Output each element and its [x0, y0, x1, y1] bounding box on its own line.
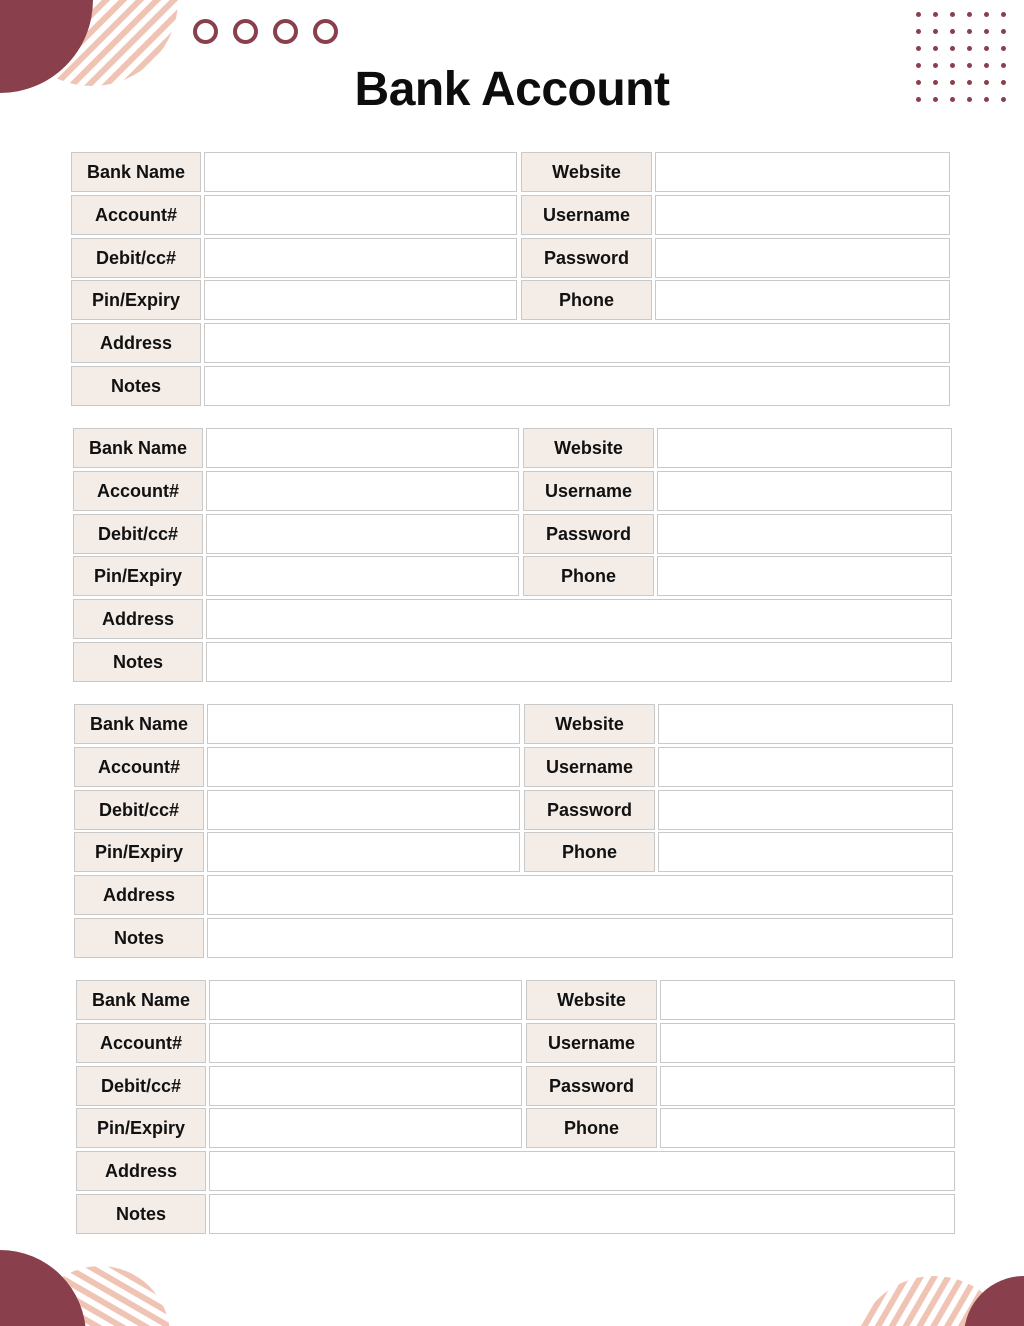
debit-label: Debit/cc#	[74, 790, 204, 830]
username-field[interactable]	[657, 471, 952, 511]
ring-icon	[273, 19, 298, 44]
address-label: Address	[73, 599, 203, 639]
notes-label: Notes	[73, 642, 203, 682]
password-field[interactable]	[657, 514, 952, 554]
address-field[interactable]	[204, 323, 950, 363]
notes-field[interactable]	[204, 366, 950, 406]
address-label: Address	[76, 1151, 206, 1191]
phone-field[interactable]	[658, 832, 953, 872]
pin-field[interactable]	[207, 832, 520, 872]
bottom-right-decoration	[824, 1246, 1024, 1326]
dot-icon	[916, 46, 921, 51]
bank-account-block	[76, 980, 956, 1236]
notes-label: Notes	[71, 366, 201, 406]
dot-icon	[967, 29, 972, 34]
ring-icon	[193, 19, 218, 44]
ring-icon	[313, 19, 338, 44]
account-label: Account#	[76, 1023, 206, 1063]
username-label: Username	[524, 747, 655, 787]
dot-icon	[967, 46, 972, 51]
dot-icon	[984, 29, 989, 34]
bank-name-label: Bank Name	[76, 980, 206, 1020]
bank-name-field[interactable]	[209, 980, 522, 1020]
bank-name-field[interactable]	[206, 428, 519, 468]
notes-label: Notes	[74, 918, 204, 958]
page-title: Bank Account	[354, 63, 670, 116]
ring-icon	[233, 19, 258, 44]
dot-icon	[1001, 12, 1006, 17]
dot-icon	[984, 12, 989, 17]
account-label: Account#	[71, 195, 201, 235]
password-field[interactable]	[655, 238, 950, 278]
phone-label: Phone	[523, 556, 654, 596]
website-field[interactable]	[657, 428, 952, 468]
password-label: Password	[521, 238, 652, 278]
website-label: Website	[523, 428, 654, 468]
dot-icon	[1001, 46, 1006, 51]
website-label: Website	[521, 152, 652, 192]
pin-label: Pin/Expiry	[74, 832, 204, 872]
website-field[interactable]	[660, 980, 955, 1020]
dot-icon	[1001, 29, 1006, 34]
address-label: Address	[74, 875, 204, 915]
dot-icon	[933, 29, 938, 34]
username-field[interactable]	[658, 747, 953, 787]
bank-name-label: Bank Name	[73, 428, 203, 468]
website-label: Website	[524, 704, 655, 744]
dot-icon	[950, 29, 955, 34]
debit-field[interactable]	[209, 1066, 522, 1106]
pin-label: Pin/Expiry	[71, 280, 201, 320]
debit-field[interactable]	[204, 238, 517, 278]
phone-field[interactable]	[655, 280, 950, 320]
phone-label: Phone	[526, 1108, 657, 1148]
bank-account-block	[71, 152, 951, 408]
pin-label: Pin/Expiry	[73, 556, 203, 596]
notes-label: Notes	[76, 1194, 206, 1234]
pin-label: Pin/Expiry	[76, 1108, 206, 1148]
username-field[interactable]	[660, 1023, 955, 1063]
address-field[interactable]	[209, 1151, 955, 1191]
password-field[interactable]	[660, 1066, 955, 1106]
phone-label: Phone	[524, 832, 655, 872]
bank-name-label: Bank Name	[74, 704, 204, 744]
phone-field[interactable]	[657, 556, 952, 596]
bottom-left-decoration	[0, 1246, 200, 1326]
account-field[interactable]	[209, 1023, 522, 1063]
password-label: Password	[526, 1066, 657, 1106]
address-field[interactable]	[206, 599, 952, 639]
dot-icon	[950, 46, 955, 51]
dot-icon	[984, 46, 989, 51]
debit-field[interactable]	[206, 514, 519, 554]
password-label: Password	[523, 514, 654, 554]
account-field[interactable]	[204, 195, 517, 235]
username-field[interactable]	[655, 195, 950, 235]
username-label: Username	[523, 471, 654, 511]
ring-decoration	[193, 19, 338, 44]
pin-field[interactable]	[206, 556, 519, 596]
account-label: Account#	[73, 471, 203, 511]
notes-field[interactable]	[206, 642, 952, 682]
debit-field[interactable]	[207, 790, 520, 830]
bank-account-block	[74, 704, 954, 960]
dot-icon	[950, 12, 955, 17]
dot-icon	[916, 12, 921, 17]
bank-name-field[interactable]	[204, 152, 517, 192]
bank-account-block	[73, 428, 953, 684]
debit-label: Debit/cc#	[73, 514, 203, 554]
bank-name-field[interactable]	[207, 704, 520, 744]
account-field[interactable]	[206, 471, 519, 511]
account-label: Account#	[74, 747, 204, 787]
address-label: Address	[71, 323, 201, 363]
dot-icon	[933, 46, 938, 51]
username-label: Username	[521, 195, 652, 235]
phone-field[interactable]	[660, 1108, 955, 1148]
password-field[interactable]	[658, 790, 953, 830]
pin-field[interactable]	[209, 1108, 522, 1148]
address-field[interactable]	[207, 875, 953, 915]
phone-label: Phone	[521, 280, 652, 320]
account-field[interactable]	[207, 747, 520, 787]
notes-field[interactable]	[209, 1194, 955, 1234]
website-field[interactable]	[655, 152, 950, 192]
bank-name-label: Bank Name	[71, 152, 201, 192]
notes-field[interactable]	[207, 918, 953, 958]
pin-field[interactable]	[204, 280, 517, 320]
password-label: Password	[524, 790, 655, 830]
website-field[interactable]	[658, 704, 953, 744]
debit-label: Debit/cc#	[71, 238, 201, 278]
username-label: Username	[526, 1023, 657, 1063]
website-label: Website	[526, 980, 657, 1020]
dot-icon	[967, 12, 972, 17]
dot-icon	[916, 29, 921, 34]
dot-icon	[933, 12, 938, 17]
debit-label: Debit/cc#	[76, 1066, 206, 1106]
